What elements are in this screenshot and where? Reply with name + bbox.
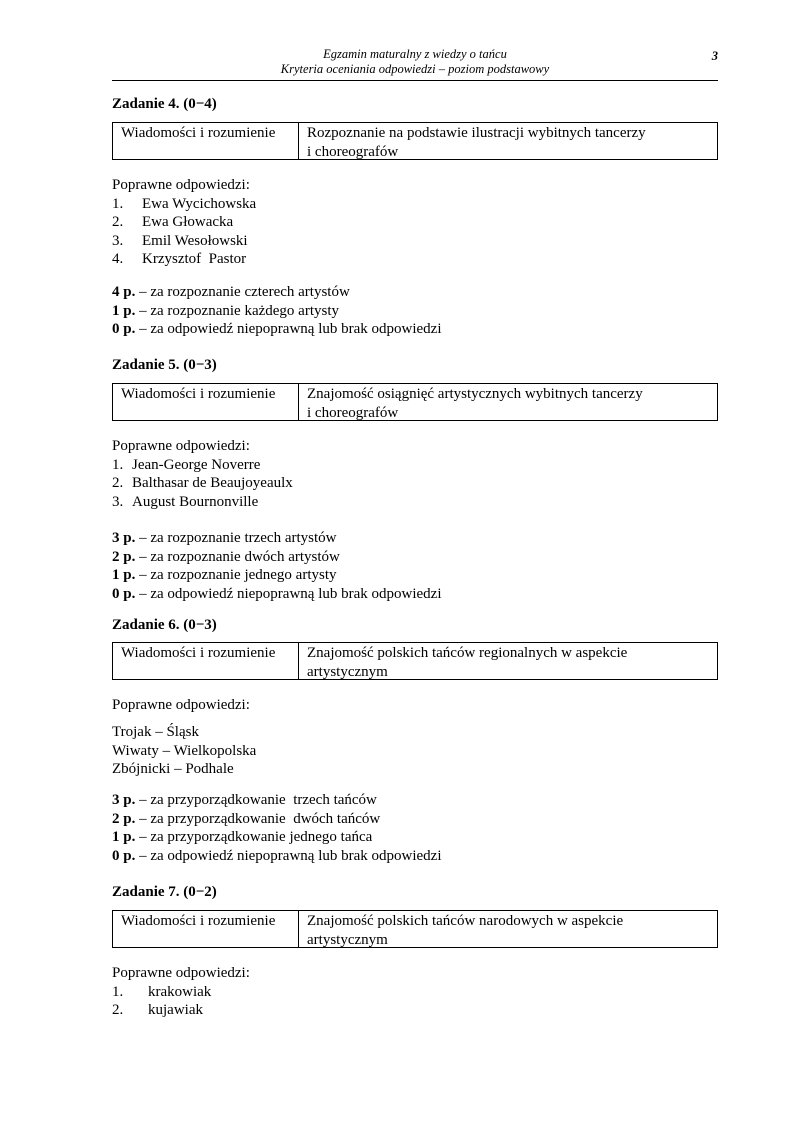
scoring-rule: 3 p. – za przyporządkowanie trzech tańców [112, 792, 377, 808]
answer-item: 1. krakowiak [112, 983, 212, 1000]
answers-label: Poprawne odpowiedzi: [112, 438, 250, 454]
scoring-rule: 2 p. – za przyporządkowanie dwóch tańców [112, 810, 381, 827]
task-6-answers [112, 723, 256, 779]
skill-description: Rozpoznanie na podstawie ilustracji wybitnych tancerzy i choreografów [307, 125, 646, 160]
answer-item: 4. Krzysztof Pastor [112, 251, 247, 267]
task-6-answers-label-block [112, 696, 250, 715]
answer-item: 2. Ewa Głowacka [112, 214, 234, 230]
answer-item: 2. Balthasar de Beaujoyeaulx [112, 475, 293, 491]
task-4-title: Zadanie 4. (0−4) [112, 96, 217, 112]
skill-description: Znajomość osiągnięć artystycznych wybitnych tancerzy i choreografów [307, 386, 643, 421]
scoring-rule: 3 p. – za rozpoznanie trzech artystów [112, 530, 337, 546]
answer-item: Wiwaty – Wielkopolska [112, 742, 257, 759]
scoring-rule: 1 p. – za rozpoznanie każdego artysty [112, 302, 340, 319]
task-5-skills-table [112, 383, 718, 421]
scoring-rule: 0 p. – za odpowiedź niepoprawną lub brak odpowiedzi [112, 585, 442, 602]
page-header [112, 46, 718, 81]
skill-area: Wiadomości i rozumienie [113, 911, 299, 947]
task-5-title: Zadanie 5. (0−3) [112, 357, 217, 373]
scoring-rule: 1 p. – za przyporządkowanie jednego tańca [112, 829, 373, 845]
scoring-rule: 1 p. – za rozpoznanie jednego artysty [112, 567, 337, 583]
task-6-scoring [112, 791, 442, 865]
skill-area: Wiadomości i rozumienie [113, 643, 299, 679]
answers-label: Poprawne odpowiedzi: [112, 177, 250, 193]
task-7-answers [112, 964, 250, 1020]
task-4-skills-table [112, 122, 718, 160]
skill-area: Wiadomości i rozumienie [113, 123, 299, 159]
task-6-skills-table [112, 642, 718, 680]
answers-label: Poprawne odpowiedzi: [112, 697, 250, 713]
task-7-skills-table [112, 910, 718, 948]
answer-item: 3. August Bournonville [112, 493, 259, 510]
skill-area: Wiadomości i rozumienie [113, 384, 299, 420]
answer-item: 3. Emil Wesołowski [112, 232, 248, 249]
skill-description: Znajomość polskich tańców regionalnych w aspekcie artystycznym [307, 645, 628, 680]
task-4-answers [112, 176, 256, 269]
answer-item: 2. kujawiak [112, 1002, 203, 1018]
task-5-answers [112, 437, 293, 511]
task-6-title: Zadanie 6. (0−3) [112, 617, 217, 633]
scoring-rule: 2 p. – za rozpoznanie dwóch artystów [112, 548, 340, 565]
header-exam-title: Egzamin maturalny z wiedzy o tańcu [323, 47, 507, 61]
answer-item: 1. Jean-George Noverre [112, 456, 261, 473]
answer-item: Trojak – Śląsk [112, 724, 199, 740]
task-4-scoring [112, 283, 442, 339]
scoring-rule: 0 p. – za odpowiedź niepoprawną lub brak odpowiedzi [112, 847, 442, 864]
skill-description: Znajomość polskich tańców narodowych w aspekcie artystycznym [307, 913, 624, 948]
scoring-rule: 4 p. – za rozpoznanie czterech artystów [112, 284, 350, 300]
page-number: 3 [711, 49, 718, 63]
task-5-scoring [112, 529, 442, 603]
task-7-title: Zadanie 7. (0−2) [112, 884, 217, 900]
answers-label: Poprawne odpowiedzi: [112, 965, 250, 981]
scoring-rule: 0 p. – za odpowiedź niepoprawną lub brak odpowiedzi [112, 321, 442, 337]
answer-item: Zbójnicki – Podhale [112, 761, 234, 777]
header-criteria-title: Kryteria oceniania odpowiedzi – poziom podstawowy [280, 62, 550, 76]
answer-item: 1. Ewa Wycichowska [112, 195, 257, 212]
